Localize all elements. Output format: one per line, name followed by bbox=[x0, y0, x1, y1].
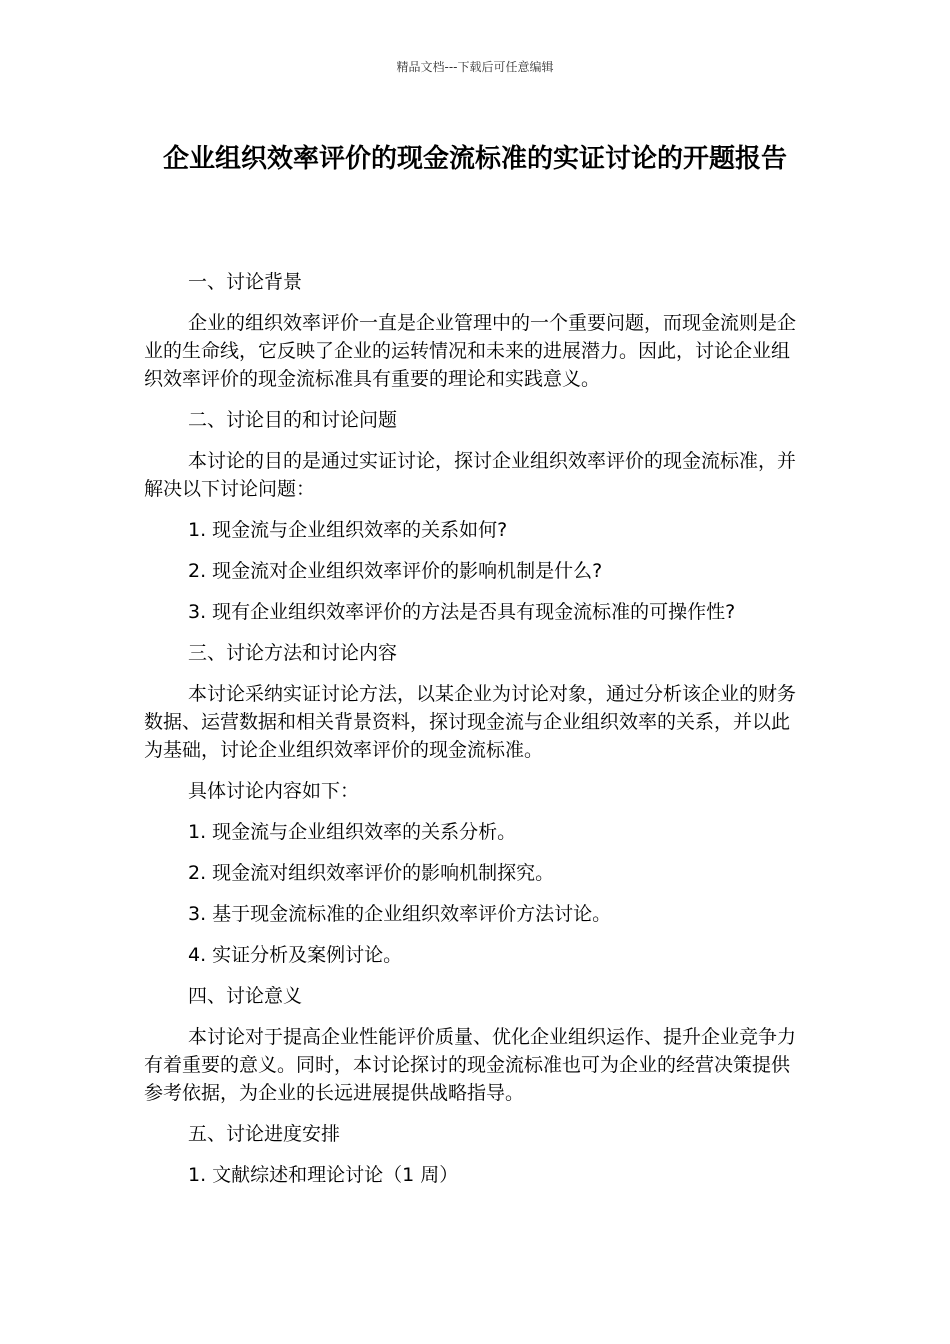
list-item: 2. 现金流对企业组织效率评价的影响机制是什么? bbox=[188, 560, 603, 582]
document-body bbox=[144, 268, 804, 1202]
paragraph-content-intro: 具体讨论内容如下： bbox=[188, 780, 360, 802]
paragraph-methods: 本讨论采纳实证讨论方法，以某企业为讨论对象，通过分析该企业的财务数据、运营数据和相关背景资料，探讨现金流与企业组织效率的关系，并以此为基础，讨论企业组织效率评价的现金流标准。 bbox=[144, 683, 797, 761]
list-item: 2. 现金流对组织效率评价的影响机制探究。 bbox=[188, 862, 555, 884]
document-title: 企业组织效率评价的现金流标准的实证讨论的开题报告 bbox=[162, 144, 787, 174]
list-item: 4. 实证分析及案例讨论。 bbox=[188, 944, 403, 966]
list-item: 1. 文献综述和理论讨论（1 周） bbox=[188, 1164, 459, 1186]
list-item: 1. 现金流与企业组织效率的关系如何? bbox=[188, 519, 508, 541]
section-heading-background: 一、讨论背景 bbox=[188, 271, 303, 293]
section-heading-methods: 三、讨论方法和讨论内容 bbox=[188, 642, 398, 664]
header-note: 精品文档---下载后可任意编辑 bbox=[396, 60, 554, 74]
section-heading-schedule: 五、讨论进度安排 bbox=[188, 1123, 341, 1145]
section-heading-significance: 四、讨论意义 bbox=[188, 985, 303, 1007]
list-item: 3. 基于现金流标准的企业组织效率评价方法讨论。 bbox=[188, 903, 612, 925]
section-heading-objectives: 二、讨论目的和讨论问题 bbox=[188, 409, 398, 431]
paragraph-significance: 本讨论对于提高企业性能评价质量、优化企业组织运作、提升企业竞争力有着重要的意义。同时，本讨论探讨的现金流标准也可为企业的经营决策提供参考依据，为企业的长远进展提供战略指导。 bbox=[144, 1026, 797, 1104]
paragraph-background: 企业的组织效率评价一直是企业管理中的一个重要问题，而现金流则是企业的生命线，它反映了企业的运转情况和未来的进展潜力。因此，讨论企业组织效率评价的现金流标准具有重要的理论和实践意义。 bbox=[144, 312, 797, 390]
list-item: 1. 现金流与企业组织效率的关系分析。 bbox=[188, 821, 517, 843]
list-item: 3. 现有企业组织效率评价的方法是否具有现金流标准的可操作性? bbox=[188, 601, 736, 623]
paragraph-objectives: 本讨论的目的是通过实证讨论，探讨企业组织效率评价的现金流标准，并解决以下讨论问题： bbox=[144, 450, 797, 500]
